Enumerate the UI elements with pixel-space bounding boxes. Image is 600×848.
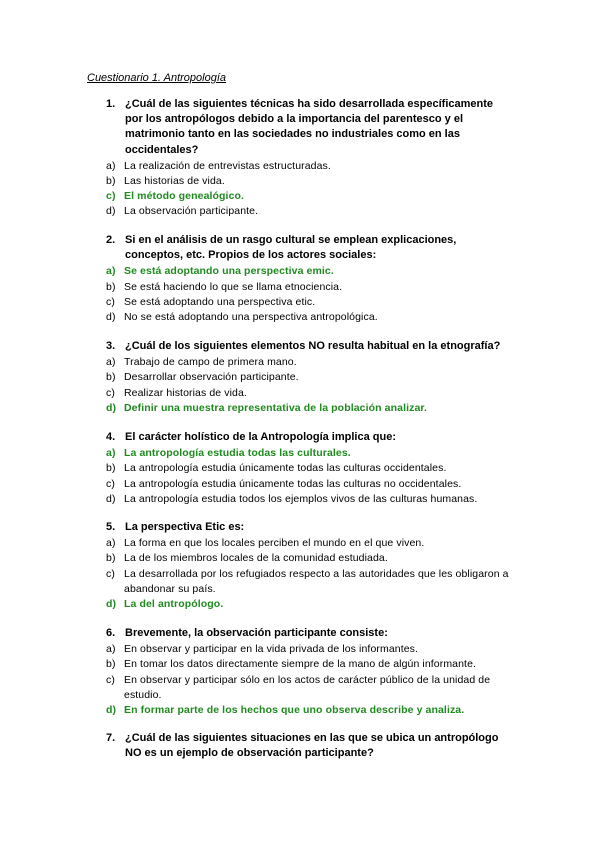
- option-letter: c): [106, 386, 115, 399]
- option-letter: a): [106, 159, 116, 172]
- option-letter: a): [106, 447, 116, 460]
- option-text: Definir una muestra representativa de la población analizar.: [124, 401, 428, 414]
- option-text: La realización de entrevistas estructuradas.: [124, 159, 331, 172]
- option-a-correct: [90, 446, 511, 461]
- question-number: 5.: [106, 521, 116, 533]
- question-label: ¿Cuál de las siguientes técnicas ha sido desarrollada específicamente por los antropólogos debido a la importancia del parentesco y el matrimonio tanto en las sociedades no industriales como en las occidentales?: [125, 98, 494, 156]
- page-title: Cuestionario 1. Antropología: [87, 72, 227, 84]
- option-letter: b): [106, 462, 116, 475]
- option-d-correct: [90, 597, 511, 612]
- option-text: En observar y participar sólo en los actos de carácter público de la unidad de estudio.: [124, 673, 491, 701]
- option-letter: c): [106, 295, 115, 308]
- question-label: El carácter holístico de la Antropología implica que:: [125, 431, 396, 443]
- question-label: ¿Cuál de las siguientes situaciones en las que se ubica un antropólogo NO es un ejemplo de observación participante?: [125, 732, 499, 760]
- option-text: La de los miembros locales de la comunidad estudiada.: [124, 552, 388, 565]
- option-text: Desarrollar observación participante.: [124, 371, 299, 384]
- option-letter: d): [106, 311, 116, 324]
- question-text: [106, 430, 511, 445]
- option-letter: b): [106, 280, 116, 293]
- question-5: [106, 520, 511, 612]
- option-text: La antropología estudia únicamente todas las culturas no occidentales.: [124, 477, 462, 490]
- option-text: No se está adoptando una perspectiva antropológica.: [124, 311, 378, 324]
- option-b: [90, 461, 511, 476]
- option-letter: d): [106, 205, 116, 218]
- options-list: [106, 264, 511, 325]
- question-6: [106, 626, 511, 718]
- option-b: [90, 280, 511, 295]
- option-b: [90, 657, 511, 672]
- option-letter: d): [106, 598, 117, 611]
- question-text: [106, 731, 511, 761]
- option-text: La desarrollada por los refugiados respecto a las autoridades que les obligaron a abandonar su país.: [124, 567, 509, 595]
- option-letter: a): [106, 265, 116, 278]
- option-letter: b): [106, 371, 116, 384]
- option-letter: c): [106, 190, 116, 203]
- option-c: [90, 295, 511, 310]
- question-label: Brevemente, la observación participante consiste:: [125, 627, 388, 639]
- question-number: 3.: [106, 340, 116, 352]
- option-text: La observación participante.: [124, 205, 259, 218]
- question-number: 6.: [106, 627, 116, 639]
- question-number: 4.: [106, 431, 116, 443]
- question-text: [106, 520, 511, 535]
- question-label: La perspectiva Etic es:: [125, 521, 245, 533]
- option-c: [90, 477, 511, 492]
- option-text: Se está adoptando una perspectiva emic.: [124, 265, 334, 278]
- options-list: [106, 159, 511, 220]
- options-list: [106, 536, 511, 612]
- question-number: 7.: [106, 732, 116, 744]
- option-letter: d): [106, 704, 117, 717]
- option-text: La antropología estudia todas las culturales.: [124, 447, 351, 460]
- option-letter: a): [106, 356, 116, 369]
- question-text: [106, 339, 511, 354]
- options-list: [106, 355, 511, 416]
- option-text: Se está haciendo lo que se llama etnociencia.: [124, 280, 343, 293]
- option-text: Realizar historias de vida.: [124, 386, 247, 399]
- option-d-correct: [90, 401, 511, 416]
- option-text: Trabajo de campo de primera mano.: [124, 356, 297, 369]
- question-text: [106, 97, 511, 158]
- option-letter: d): [106, 492, 116, 505]
- option-text: El método genealógico.: [124, 190, 245, 203]
- option-letter: c): [106, 477, 115, 490]
- question-1: [106, 97, 511, 220]
- option-text: La del antropólogo.: [124, 598, 224, 611]
- option-letter: d): [106, 401, 117, 414]
- options-list: [106, 446, 511, 507]
- option-c: [90, 567, 511, 597]
- option-text: En tomar los datos directamente siempre de la mano de algún informante.: [124, 658, 477, 671]
- option-d: [90, 492, 511, 507]
- option-letter: c): [106, 673, 115, 686]
- option-c: [90, 673, 511, 703]
- question-text: [106, 626, 511, 641]
- question-3: [106, 339, 511, 416]
- options-list: [106, 642, 511, 718]
- option-text: Se está adoptando una perspectiva etic.: [124, 295, 316, 308]
- option-letter: a): [106, 537, 116, 550]
- option-text: En formar parte de los hechos que uno observa describe y analiza.: [124, 704, 465, 717]
- option-c-correct: [90, 189, 511, 204]
- question-4: [106, 430, 511, 507]
- option-b: [90, 174, 511, 189]
- option-letter: c): [106, 567, 115, 580]
- option-letter: b): [106, 552, 116, 565]
- option-text: Las historias de vida.: [124, 175, 225, 188]
- option-text: La antropología estudia todos los ejemplos vivos de las culturas humanas.: [124, 492, 478, 505]
- question-7: [106, 731, 511, 761]
- question-label: Si en el análisis de un rasgo cultural se emplean explicaciones, conceptos, etc. Propios de los actores sociales:: [125, 234, 457, 262]
- question-number: 1.: [106, 98, 116, 110]
- question-number: 2.: [106, 234, 116, 246]
- option-text: En observar y participar en la vida privada de los informantes.: [124, 643, 419, 656]
- question-text: [106, 233, 511, 263]
- option-text: La antropología estudia únicamente todas las culturas occidentales.: [124, 462, 447, 475]
- option-b: [90, 370, 511, 385]
- option-a: [90, 355, 511, 370]
- option-letter: a): [106, 643, 116, 656]
- option-b: [90, 551, 511, 566]
- option-letter: b): [106, 658, 116, 671]
- option-d: [90, 310, 511, 325]
- option-a: [90, 536, 511, 551]
- option-d-correct: [90, 703, 511, 718]
- option-text: La forma en que los locales perciben el mundo en el que viven.: [124, 537, 425, 550]
- option-a-correct: [90, 264, 511, 279]
- option-c: [90, 386, 511, 401]
- option-letter: b): [106, 175, 116, 188]
- option-a: [90, 159, 511, 174]
- option-d: [90, 204, 511, 219]
- question-2: [106, 233, 511, 325]
- question-label: ¿Cuál de los siguientes elementos NO resulta habitual en la etnografía?: [125, 340, 501, 352]
- option-a: [90, 642, 511, 657]
